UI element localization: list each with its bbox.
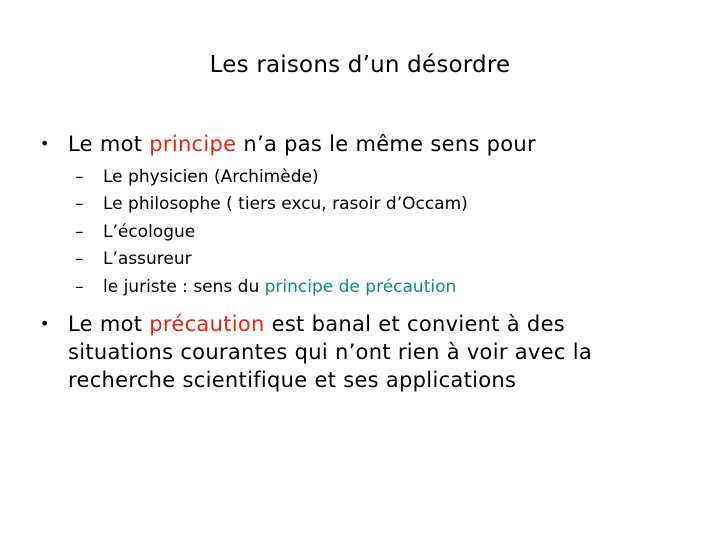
subitem-text: Le philosophe ( tiers excu, rasoir d’Occam) <box>103 194 468 214</box>
bullet-2-text <box>68 310 628 394</box>
sub-dash: – <box>75 167 84 187</box>
sub-dash: – <box>75 249 84 269</box>
subitem-text: L’écologue <box>103 222 196 242</box>
subitem-text: L’assureur <box>103 249 192 269</box>
bullet-1-after: n’a pas le même sens pour <box>236 132 536 156</box>
bullet-2-after: est banal et convient à des situations courantes qui n’ont rien à voir avec la recherche scientifique et ses applications <box>68 312 592 392</box>
sub-dash: – <box>75 194 84 214</box>
bullet-dot: • <box>40 314 50 333</box>
bullet-2-highlight: précaution <box>149 312 265 336</box>
bullet-1-highlight: principe <box>149 132 237 156</box>
bullet-2-before: Le mot <box>68 312 150 336</box>
slide-title: Les raisons d’un désordre <box>209 52 511 78</box>
subitem-text <box>103 274 456 300</box>
subitem-text: Le physicien (Archimède) <box>103 167 319 187</box>
sub-dash: – <box>75 222 84 242</box>
sub-dash: – <box>75 277 84 297</box>
bullet-1-before: Le mot <box>68 132 150 156</box>
bullet-1-text <box>68 130 536 158</box>
subitem-juriste-highlight: principe de précaution <box>264 277 457 297</box>
subitem-juriste-before: le juriste : sens du <box>103 277 265 297</box>
bullet-dot: • <box>40 134 50 153</box>
